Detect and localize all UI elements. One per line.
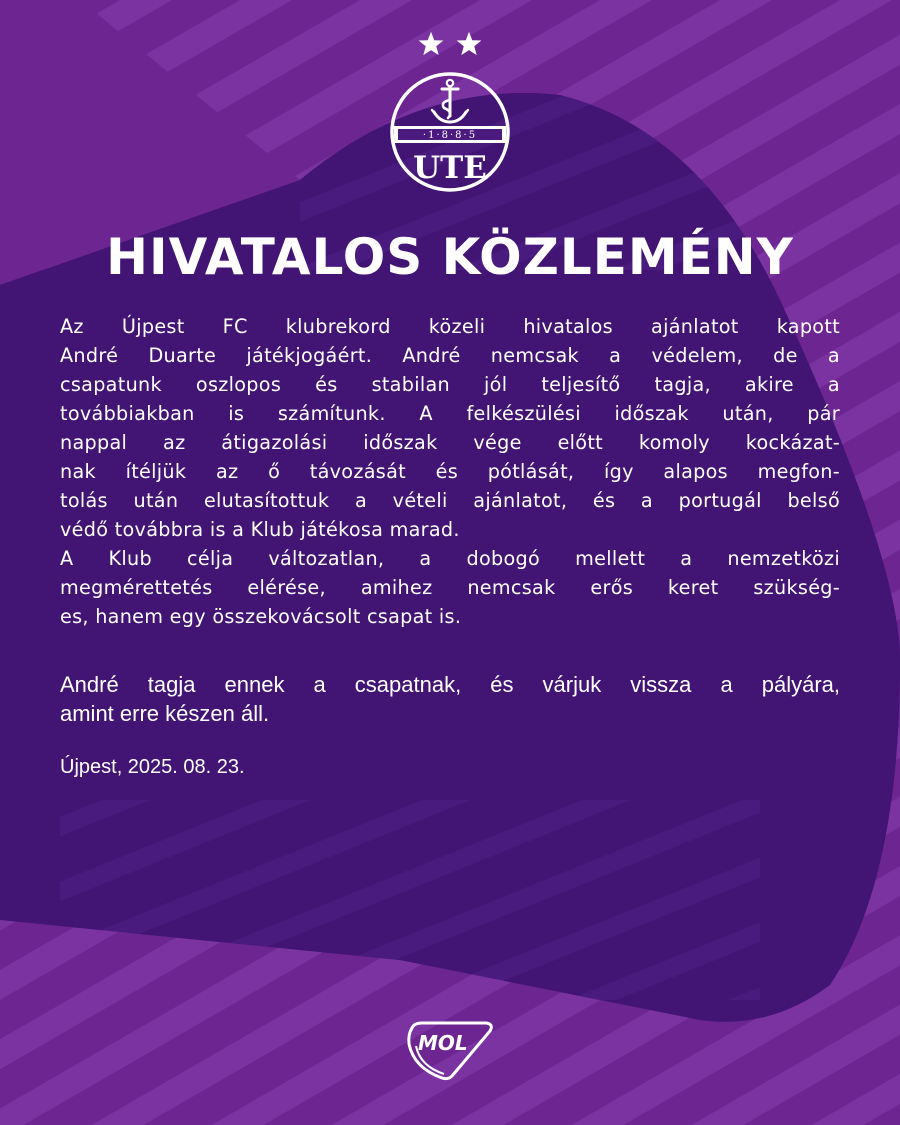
anchor-icon bbox=[432, 80, 468, 122]
text-line: André tagja ennek a csapatnak, és várjuk vissza a pályára, bbox=[60, 672, 840, 697]
ute-crest bbox=[388, 70, 512, 194]
text-line: nak ítéljük az ő távozását és pótlását, így alapos megfon- bbox=[60, 460, 840, 483]
club-logo bbox=[0, 28, 900, 194]
mol-logo-icon bbox=[404, 1020, 496, 1082]
text-line: Az Újpest FC klubrekord közeli hivatalos ajánlatot kapott bbox=[60, 315, 840, 338]
text-line: csapatunk oszlopos és stabilan jól teljesítő tagja, akire a bbox=[60, 373, 840, 396]
crest-year: ·1·8·8·5 bbox=[422, 130, 478, 141]
championship-stars bbox=[417, 28, 483, 60]
star-icon bbox=[417, 30, 445, 58]
statement-body bbox=[60, 312, 840, 631]
closing-paragraph bbox=[60, 670, 840, 728]
text-line: nappal az átigazolási időszak vége előtt komoly kockázat- bbox=[60, 431, 840, 454]
star-icon bbox=[455, 30, 483, 58]
text-line: es, hanem egy összekovácsolt csapat is. bbox=[60, 605, 462, 628]
text-line: André Duarte játékjogáért. André nemcsak a védelem, de a bbox=[60, 344, 840, 367]
text-line: továbbiakban is számítunk. A felkészülési időszak után, pár bbox=[60, 402, 840, 425]
text-line: A Klub célja változatlan, a dobogó mellett a nemzetközi bbox=[60, 547, 840, 570]
text-line: amint erre készen áll. bbox=[60, 701, 270, 726]
text-line: védő továbbra is a Klub játékosa marad. bbox=[60, 518, 460, 541]
paragraph-offer bbox=[60, 312, 840, 544]
page-title: HIVATALOS KÖZLEMÉNY bbox=[106, 228, 794, 286]
dateline: Újpest, 2025. 08. 23. bbox=[60, 756, 245, 778]
text-line: tolás után elutasítottuk a vételi ajánlatot, és a portugál belső bbox=[60, 489, 840, 512]
text-line: megmérettetés elérése, amihez nemcsak erős keret szükség- bbox=[60, 576, 840, 599]
sponsor-name: MOL bbox=[418, 1031, 468, 1055]
paragraph-goal bbox=[60, 544, 840, 631]
crest-letters: UTE bbox=[413, 150, 487, 186]
